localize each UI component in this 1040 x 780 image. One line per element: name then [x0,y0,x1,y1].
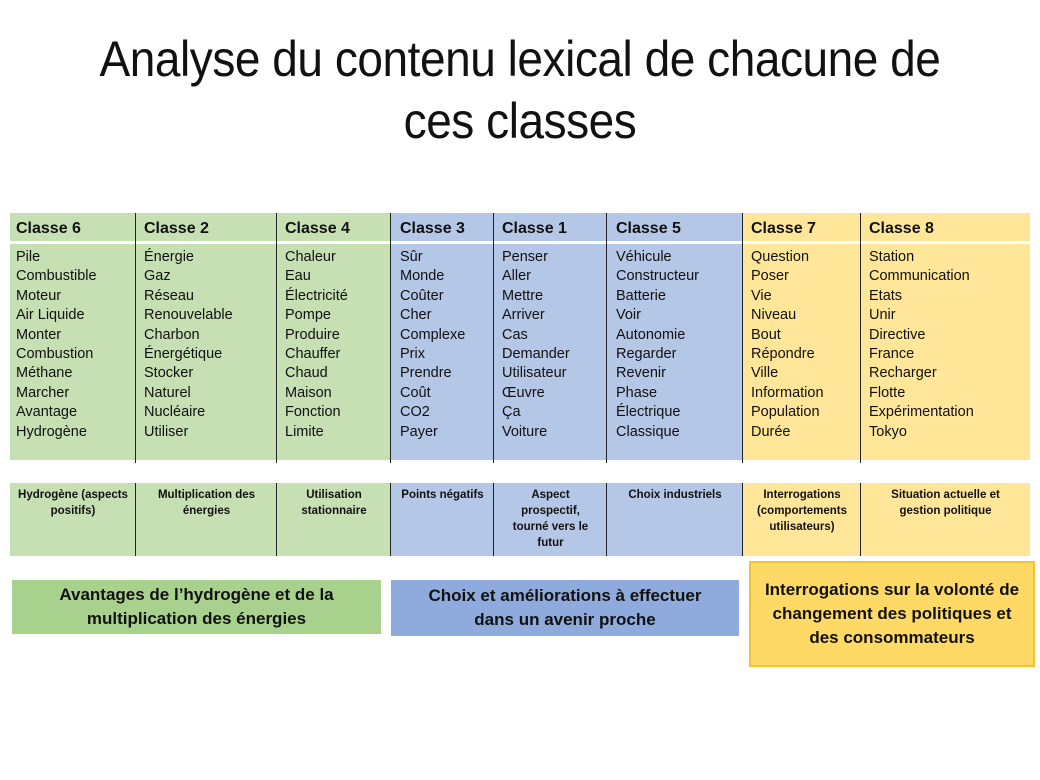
class-word: Payer [400,423,438,440]
class-header: Classe 7 [743,213,861,244]
class-word: Stocker [144,365,194,382]
column-divider [493,213,494,463]
class-word: Batterie [616,287,666,304]
class-theme: Aspect prospectif, tourné vers le futur [494,483,607,556]
summary-green: Avantages de l’hydrogène et de la multiplication des énergies [10,578,383,636]
column-divider [860,483,861,556]
class-word: Moteur [16,287,62,304]
class-word: Expérimentation [869,404,974,421]
column-divider [135,483,136,556]
class-header: Classe 3 [391,213,494,244]
column-divider [390,213,391,463]
class-word: Cas [502,326,528,343]
class-theme: Multiplication des énergies [136,483,277,556]
class-word-list [10,244,136,460]
class-word: Phase [616,384,658,401]
class-word: Arriver [502,307,545,324]
class-word: Ville [751,365,779,382]
class-word: Utiliser [144,423,189,440]
class-word: Méthane [16,365,73,382]
class-word: Etats [869,287,903,304]
class-column [391,213,494,460]
class-word: Coût [400,384,431,401]
class-word: Voir [616,307,641,324]
class-word: CO2 [400,404,430,421]
class-theme: Situation actuelle et gestion politique [861,483,1030,556]
class-word: Coûter [400,287,444,304]
class-word: Eau [285,268,311,285]
class-word: Chaleur [285,249,336,265]
class-word-list [277,244,391,460]
class-word: Fonction [285,404,341,421]
class-word: Énergie [144,249,194,265]
column-divider [606,213,607,463]
class-word: Information [751,384,824,401]
class-word: Marcher [16,384,70,401]
class-word: Directive [869,326,926,343]
class-column [607,213,743,460]
class-word: Durée [751,423,791,440]
class-word: Cher [400,307,432,324]
class-word: Électrique [616,404,681,421]
class-word: Énergétique [144,346,223,363]
class-word: France [869,346,915,363]
class-word: Monde [400,268,445,285]
class-word: Maison [285,384,332,401]
class-word: Produire [285,326,340,343]
class-word-list [391,244,494,460]
class-word-list [136,244,277,460]
class-word: Gaz [144,268,171,285]
column-divider [742,483,743,556]
class-header: Classe 5 [607,213,743,244]
class-word: Autonomie [616,326,686,343]
class-word: Avantage [16,404,78,421]
class-theme: Choix industriels [607,483,743,556]
column-divider [860,213,861,463]
class-word: Répondre [751,346,815,363]
class-column [743,213,861,460]
summary-yellow: Interrogations sur la volonté de changement des politiques et des consommateurs [749,561,1035,667]
class-word: Communication [869,268,970,285]
class-word: Voiture [502,423,548,440]
class-word: Tokyo [869,423,907,440]
column-divider [276,483,277,556]
class-word: Combustion [16,346,94,363]
class-word: Renouvelable [144,307,233,324]
class-word: Limite [285,423,324,440]
class-header: Classe 1 [494,213,607,244]
class-header: Classe 2 [136,213,277,244]
class-word: Pile [16,249,41,265]
title-line-2: ces classes [403,93,637,149]
class-word: Prendre [400,365,452,382]
class-word: Pompe [285,307,331,324]
class-header: Classe 6 [10,213,136,244]
class-word: Question [751,249,810,265]
class-theme: Utilisation stationnaire [277,483,391,556]
class-word: Sûr [400,249,423,265]
class-word-list [607,244,743,460]
class-column [861,213,1030,460]
class-word: Prix [400,346,425,363]
class-word-list [743,244,861,460]
class-word: Œuvre [502,384,545,401]
class-word: Monter [16,326,62,343]
class-word: Constructeur [616,268,700,285]
class-word: Chaud [285,365,328,382]
column-divider [135,213,136,463]
class-word: Unir [869,307,896,324]
column-divider [390,483,391,556]
title-line-1: Analyse du contenu lexical de chacune de [99,31,941,87]
class-word: Poser [751,268,789,285]
class-word: Mettre [502,287,544,304]
class-word: Hydrogène [16,423,87,440]
class-word: Vie [751,287,772,304]
class-word: Station [869,249,915,265]
class-word: Recharger [869,365,937,382]
class-word: Revenir [616,365,666,382]
class-word: Combustible [16,268,97,285]
class-word: Niveau [751,307,797,324]
summary-blue: Choix et améliorations à effectuer dans un avenir proche [391,580,739,636]
class-word: Électricité [285,287,348,304]
class-word: Utilisateur [502,365,567,382]
class-word: Penser [502,249,548,265]
class-word: Demander [502,346,570,363]
class-word: Nucléaire [144,404,206,421]
class-word: Véhicule [616,249,672,265]
class-word: Aller [502,268,532,285]
class-word: Chauffer [285,346,341,363]
class-word: Ça [502,404,521,421]
class-header: Classe 4 [277,213,391,244]
class-theme: Points négatifs [391,483,494,556]
class-column [494,213,607,460]
class-word: Bout [751,326,781,343]
class-word-list [861,244,1030,460]
class-word: Regarder [616,346,677,363]
class-word: Air Liquide [16,307,85,324]
class-word: Population [751,404,820,421]
class-word: Réseau [144,287,194,304]
class-word: Flotte [869,384,906,401]
class-header: Classe 8 [861,213,1030,244]
column-divider [276,213,277,463]
page-title [42,28,999,152]
column-divider [606,483,607,556]
class-column [277,213,391,460]
column-divider [742,213,743,463]
column-divider [493,483,494,556]
class-word-list [494,244,607,460]
class-word: Naturel [144,384,191,401]
class-word: Complexe [400,326,466,343]
class-column [136,213,277,460]
class-word: Classique [616,423,680,440]
class-column [10,213,136,460]
class-theme: Hydrogène (aspects positifs) [10,483,136,556]
class-theme: Interrogations (comportements utilisateurs) [743,483,861,556]
class-word: Charbon [144,326,200,343]
